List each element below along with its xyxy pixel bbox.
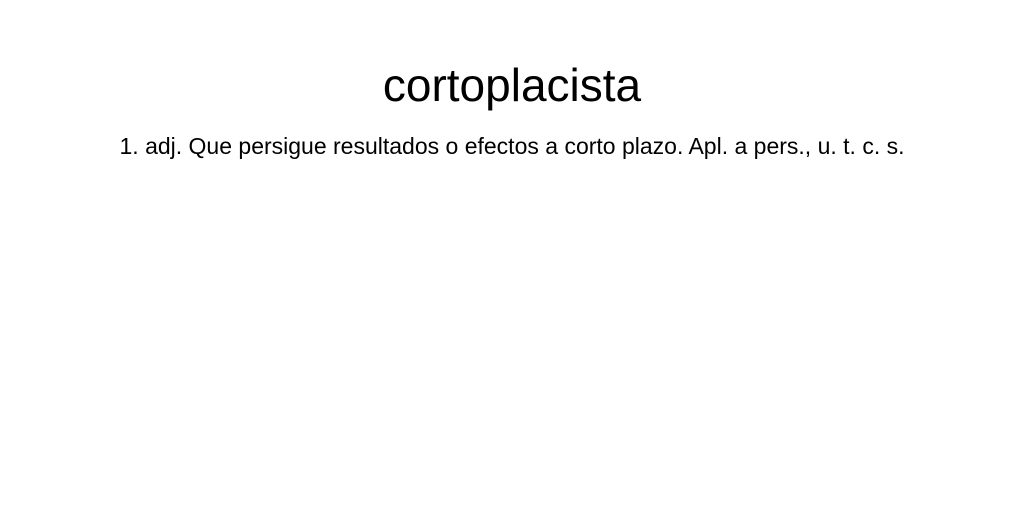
entry-term: cortoplacista xyxy=(382,59,642,111)
entry-definition: 1. adj. Que persigue resultados o efectos a corto plazo. Apl. a pers., u. t. c. s. xyxy=(119,133,905,159)
